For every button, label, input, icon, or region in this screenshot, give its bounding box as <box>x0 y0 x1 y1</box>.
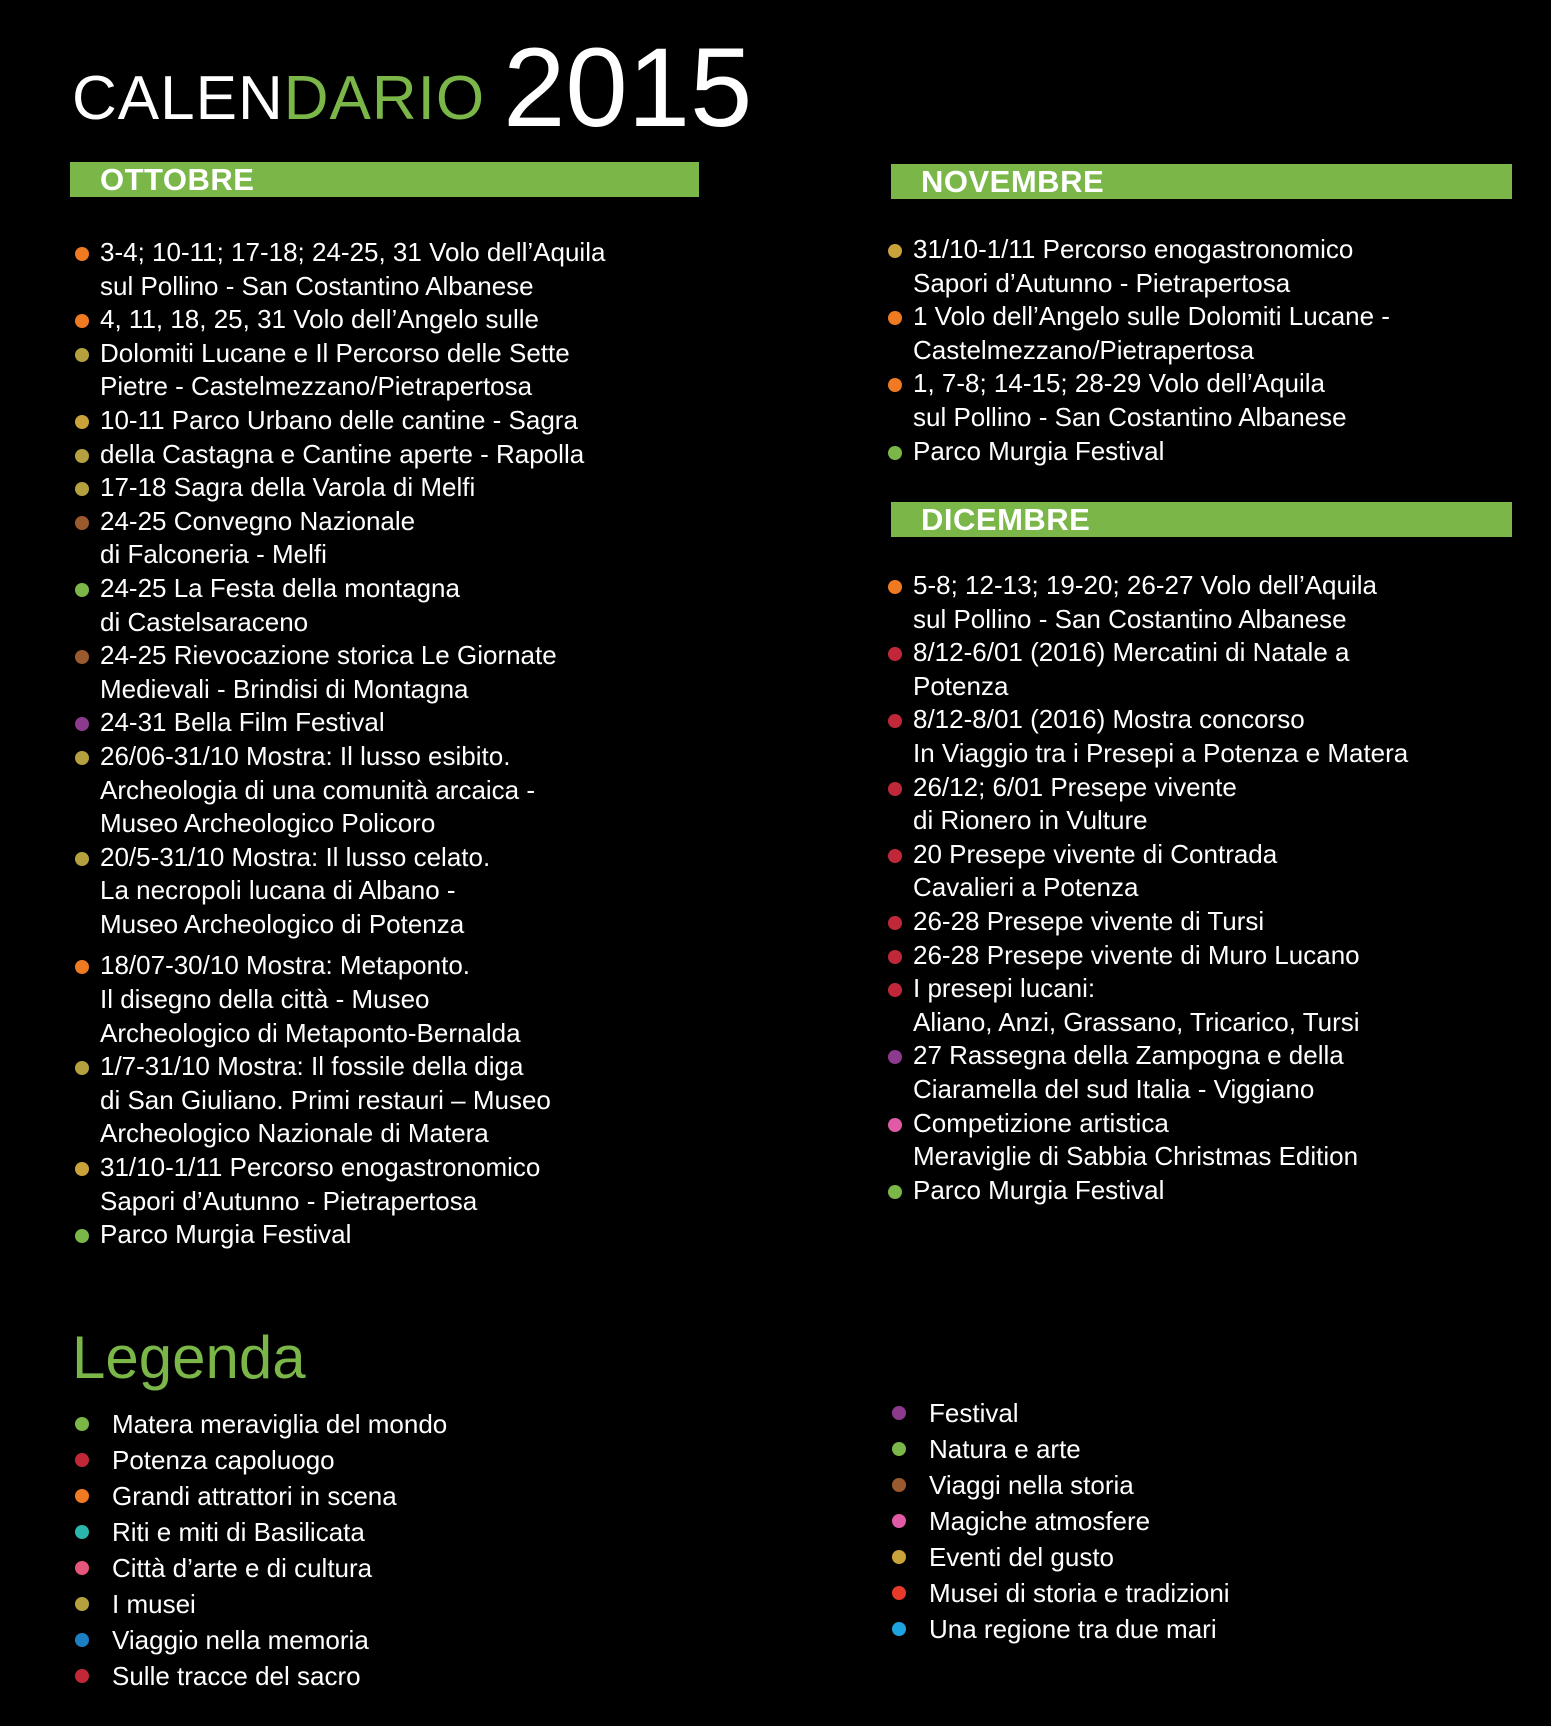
event-text: 26-28 Presepe vivente di Tursi <box>913 905 1265 936</box>
legend-dot-icon <box>892 1622 906 1636</box>
legend-item <box>889 1503 1449 1539</box>
month-header-dicembre: DICEMBRE <box>891 502 1512 537</box>
category-dot-icon <box>75 314 89 328</box>
title-dario: DARIO <box>283 64 486 133</box>
event-item <box>885 939 1535 973</box>
legend-list-left <box>72 1406 632 1694</box>
event-text: 1, 7-8; 14-15; 28-29 Volo dell’Aquila sul Pollino - San Costantino Albanese <box>913 368 1347 432</box>
event-item <box>72 404 712 438</box>
category-dot-icon <box>888 983 902 997</box>
legend-dot-icon <box>892 1478 906 1492</box>
legend-label: Una regione tra due mari <box>929 1614 1217 1644</box>
event-item <box>885 703 1535 770</box>
category-dot-icon <box>888 580 902 594</box>
legend-label: Potenza capoluogo <box>112 1445 335 1475</box>
legend-item <box>72 1478 632 1514</box>
legend-label: Festival <box>929 1398 1019 1428</box>
event-item <box>72 505 712 572</box>
event-list-ottobre <box>72 236 712 1252</box>
event-text: 24-25 La Festa della montagna di Castelsaraceno <box>100 572 460 637</box>
legend-dot-icon <box>75 1453 89 1467</box>
category-dot-icon <box>888 916 902 930</box>
event-text: 8/12-6/01 (2016) Mercatini di Natale a Potenza <box>913 637 1350 701</box>
event-item <box>72 949 712 1050</box>
legend-item <box>889 1467 1449 1503</box>
page-title <box>72 24 753 150</box>
category-dot-icon <box>888 244 902 258</box>
event-text: I presepi lucani: Aliano, Anzi, Grassano, Tricarico, Tursi <box>913 973 1360 1037</box>
legend-label: Viaggi nella storia <box>929 1470 1134 1500</box>
event-item <box>72 740 712 841</box>
event-item <box>885 300 1525 367</box>
legend-item <box>72 1514 632 1550</box>
event-item <box>72 236 712 303</box>
event-item <box>885 1174 1535 1208</box>
legend-dot-icon <box>75 1597 89 1611</box>
category-dot-icon <box>75 1229 89 1243</box>
event-text: Parco Murgia Festival <box>913 1174 1165 1205</box>
title-year: 2015 <box>503 25 753 150</box>
category-dot-icon <box>75 482 89 496</box>
event-text: Parco Murgia Festival <box>100 1219 352 1250</box>
legend-item <box>889 1575 1449 1611</box>
event-text: 18/07-30/10 Mostra: Metaponto. Il disegno della città - Museo Archeologico di Metaponto-Bernalda <box>100 950 521 1048</box>
event-text: 3-4; 10-11; 17-18; 24-25, 31 Volo dell’Aquila sul Pollino - San Costantino Albanese <box>100 237 606 301</box>
event-text: 1 Volo dell’Angelo sulle Dolomiti Lucane - Castelmezzano/Pietrapertosa <box>913 301 1390 365</box>
legend-item <box>889 1611 1449 1647</box>
event-item <box>72 438 712 472</box>
event-item <box>72 1151 712 1218</box>
legend-label: Eventi del gusto <box>929 1542 1115 1572</box>
event-text: 10-11 Parco Urbano delle cantine - Sagra <box>100 404 578 435</box>
month-header-ottobre: OTTOBRE <box>70 162 699 197</box>
legend-label: Grandi attrattori in scena <box>112 1481 397 1511</box>
category-dot-icon <box>888 782 902 796</box>
category-dot-icon <box>75 650 89 664</box>
legend-item <box>72 1406 632 1442</box>
legend-dot-icon <box>75 1417 89 1431</box>
legend-item <box>72 1658 632 1694</box>
legend-label: Magiche atmosfere <box>929 1506 1151 1536</box>
legend-dot-icon <box>75 1669 89 1683</box>
legend-list-right <box>889 1395 1449 1647</box>
category-dot-icon <box>75 247 89 261</box>
event-text: 26/12; 6/01 Presepe vivente di Rionero in Vulture <box>913 771 1237 836</box>
event-item <box>885 838 1535 905</box>
event-item <box>885 771 1535 838</box>
legend-item <box>72 1550 632 1586</box>
category-dot-icon <box>75 449 89 463</box>
event-text: 26/06-31/10 Mostra: Il lusso esibito. Archeologia di una comunità arcaica - Museo Archeologico Policoro <box>100 740 536 839</box>
legend-dot-icon <box>75 1489 89 1503</box>
category-dot-icon <box>75 348 89 362</box>
event-text: Dolomiti Lucane e Il Percorso delle Sette Pietre - Castelmezzano/Pietrapertosa <box>100 337 570 402</box>
event-item <box>72 841 712 942</box>
category-dot-icon <box>75 717 89 731</box>
category-dot-icon <box>888 950 902 964</box>
legend-item <box>72 1442 632 1478</box>
legend-item <box>889 1431 1449 1467</box>
legend-dot-icon <box>892 1442 906 1456</box>
event-list-novembre <box>885 233 1525 468</box>
event-item <box>72 471 712 505</box>
legend-dot-icon <box>75 1525 89 1539</box>
category-dot-icon <box>75 516 89 530</box>
event-text: 8/12-8/01 (2016) Mostra concorso In Viaggio tra i Presepi a Potenza e Matera <box>913 704 1409 768</box>
legend-label: Matera meraviglia del mondo <box>112 1409 448 1439</box>
event-item <box>885 905 1535 939</box>
event-text: Parco Murgia Festival <box>913 435 1165 466</box>
category-dot-icon <box>888 849 902 863</box>
category-dot-icon <box>888 1185 902 1199</box>
event-item <box>72 303 712 337</box>
category-dot-icon <box>888 1050 902 1064</box>
event-item <box>885 233 1525 300</box>
legend-item <box>72 1586 632 1622</box>
category-dot-icon <box>888 647 902 661</box>
title-calen: CALEN <box>72 64 284 133</box>
legend-label: Viaggio nella memoria <box>112 1625 369 1655</box>
legend-label: Riti e miti di Basilicata <box>112 1517 365 1547</box>
event-item <box>885 1039 1535 1106</box>
legend-dot-icon <box>892 1406 906 1420</box>
category-dot-icon <box>888 446 902 460</box>
event-item <box>72 1218 712 1252</box>
legend-item <box>889 1395 1449 1431</box>
legend-dot-icon <box>75 1633 89 1647</box>
category-dot-icon <box>75 1162 89 1176</box>
event-text: della Castagna e Cantine aperte - Rapolla <box>100 438 585 469</box>
legend-dot-icon <box>892 1514 906 1528</box>
event-text: 27 Rassegna della Zampogna e della Ciaramella del sud Italia - Viggiano <box>913 1040 1344 1104</box>
category-dot-icon <box>75 583 89 597</box>
legend-item <box>72 1622 632 1658</box>
event-text: Competizione artistica Meraviglie di Sabbia Christmas Edition <box>913 1107 1359 1172</box>
event-text: 24-25 Rievocazione storica Le Giornate Medievali - Brindisi di Montagna <box>100 640 557 704</box>
event-list-dicembre <box>885 569 1535 1207</box>
event-item <box>72 1050 712 1151</box>
event-text: 20/5-31/10 Mostra: Il lusso celato. La necropoli lucana di Albano - Museo Archeologico di Potenza <box>100 841 491 939</box>
event-text: 24-31 Bella Film Festival <box>100 707 385 738</box>
event-item <box>72 572 712 639</box>
legend-item <box>889 1539 1449 1575</box>
event-item <box>885 1107 1535 1174</box>
category-dot-icon <box>75 852 89 866</box>
event-text: 17-18 Sagra della Varola di Melfi <box>100 472 476 503</box>
event-item <box>885 569 1535 636</box>
event-text: 31/10-1/11 Percorso enogastronomico Sapori d’Autunno - Pietrapertosa <box>913 234 1354 298</box>
event-item <box>885 435 1525 469</box>
event-text: 20 Presepe vivente di Contrada Cavalieri a Potenza <box>913 838 1278 903</box>
event-item <box>885 972 1535 1039</box>
legend-title: Legenda <box>72 1324 306 1391</box>
legend-label: Sulle tracce del sacro <box>112 1661 361 1691</box>
event-item <box>72 706 712 740</box>
category-dot-icon <box>888 1118 902 1132</box>
legend-label: Natura e arte <box>929 1434 1081 1464</box>
legend-dot-icon <box>75 1561 89 1575</box>
event-text: 5-8; 12-13; 19-20; 26-27 Volo dell’Aquila sul Pollino - San Costantino Albanese <box>913 570 1377 634</box>
event-item <box>885 636 1535 703</box>
category-dot-icon <box>75 1061 89 1075</box>
event-item <box>72 639 712 706</box>
legend-label: I musei <box>112 1589 196 1619</box>
legend-dot-icon <box>892 1550 906 1564</box>
category-dot-icon <box>888 311 902 325</box>
category-dot-icon <box>75 960 89 974</box>
event-text: 24-25 Convegno Nazionale di Falconeria - Melfi <box>100 505 416 570</box>
event-item <box>72 337 712 404</box>
legend-dot-icon <box>892 1586 906 1600</box>
event-text: 31/10-1/11 Percorso enogastronomico Sapori d’Autunno - Pietrapertosa <box>100 1152 541 1216</box>
category-dot-icon <box>75 415 89 429</box>
event-text: 1/7-31/10 Mostra: Il fossile della diga di San Giuliano. Primi restauri – Museo Archeologico Nazionale di Matera <box>100 1051 551 1149</box>
event-text: 4, 11, 18, 25, 31 Volo dell’Angelo sulle <box>100 304 539 335</box>
category-dot-icon <box>75 751 89 765</box>
legend-label: Musei di storia e tradizioni <box>929 1578 1230 1608</box>
legend-label: Città d’arte e di cultura <box>112 1553 373 1583</box>
event-item <box>885 367 1525 434</box>
event-text: 26-28 Presepe vivente di Muro Lucano <box>913 939 1360 970</box>
category-dot-icon <box>888 714 902 728</box>
category-dot-icon <box>888 378 902 392</box>
month-header-novembre: NOVEMBRE <box>891 164 1512 199</box>
